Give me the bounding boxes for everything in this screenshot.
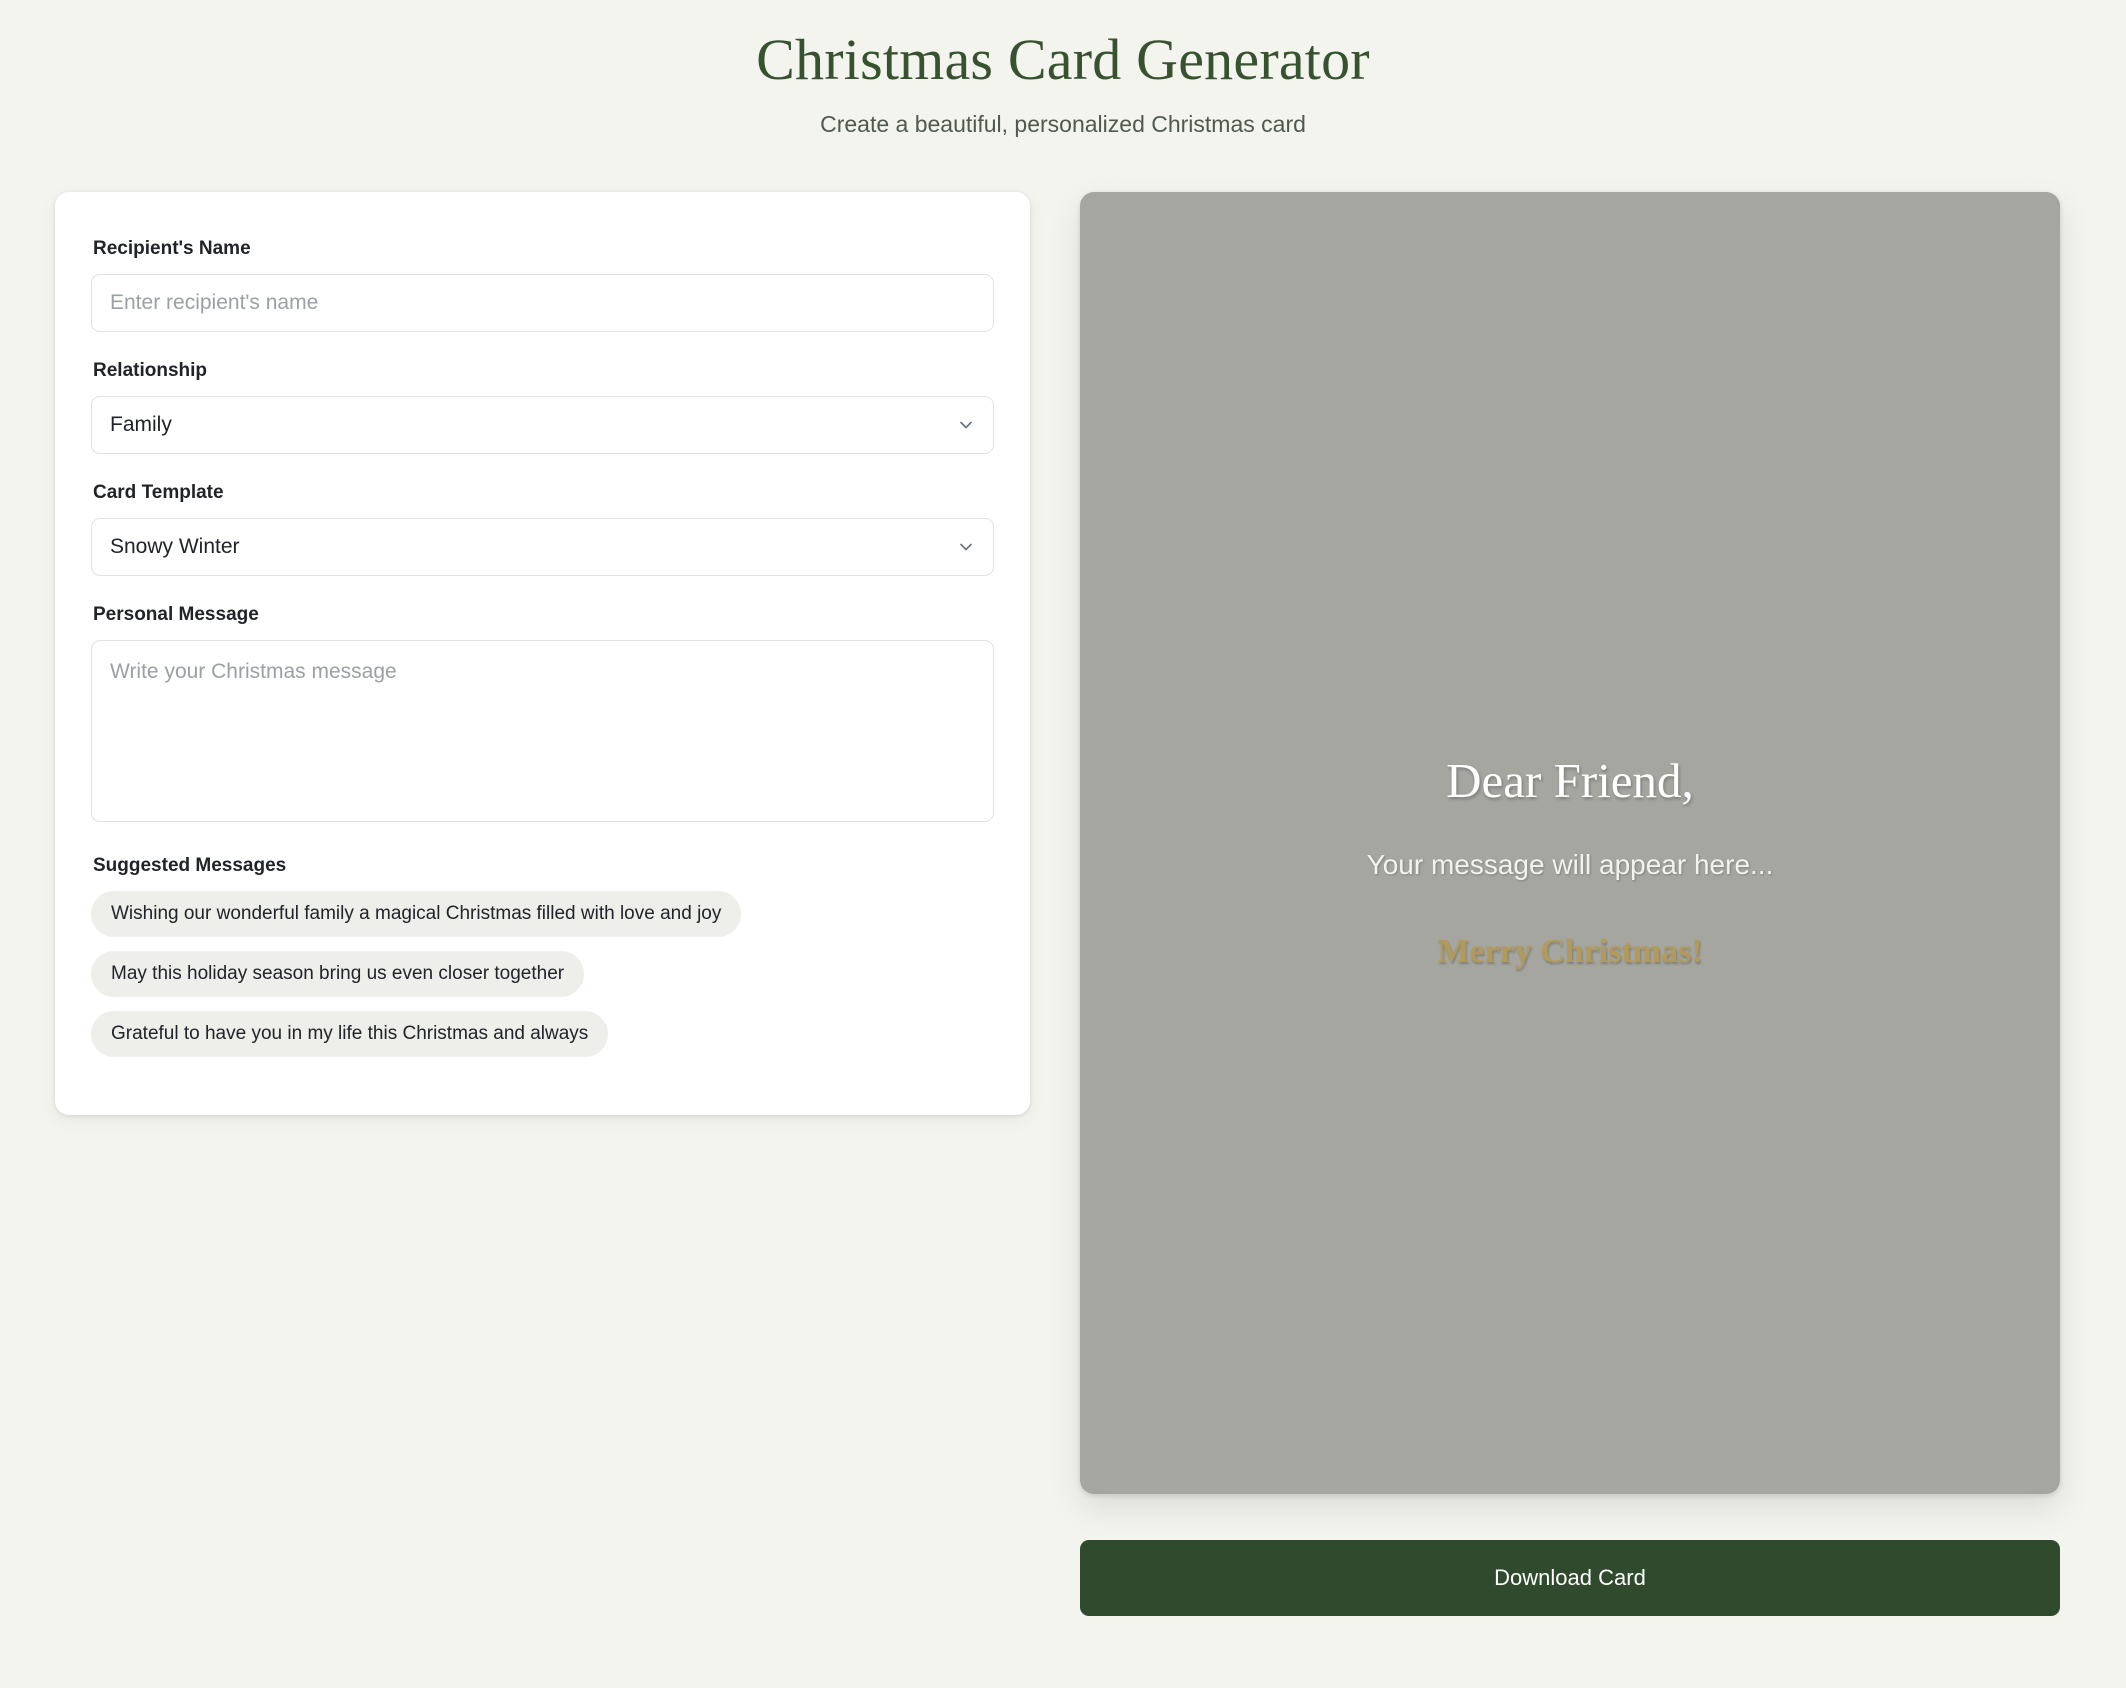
suggested-message-row	[91, 1011, 994, 1071]
relationship-select-wrap	[91, 396, 994, 454]
card-preview-content	[1080, 192, 2060, 1494]
main-content	[55, 192, 2071, 1616]
suggested-message-row	[91, 891, 994, 951]
relationship-field	[91, 360, 994, 454]
recipient-name-field	[91, 238, 994, 332]
suggested-message-chip[interactable]: Grateful to have you in my life this Christmas and always	[91, 1011, 608, 1057]
download-card-button[interactable]: Download Card	[1080, 1540, 2060, 1616]
suggested-message-row	[91, 951, 994, 1011]
card-template-select-wrap	[91, 518, 994, 576]
card-template-field	[91, 482, 994, 576]
card-preview-panel	[1080, 192, 2060, 1616]
card-message-text: Your message will appear here...	[1366, 849, 1774, 880]
relationship-select[interactable]	[91, 396, 994, 454]
relationship-selected-value: Family	[110, 413, 172, 436]
page-header	[0, 0, 2126, 138]
recipient-name-input[interactable]	[91, 274, 994, 332]
suggested-messages-section	[91, 855, 994, 1071]
card-template-label: Card Template	[93, 482, 224, 503]
personal-message-textarea[interactable]	[91, 640, 994, 822]
relationship-label: Relationship	[93, 360, 208, 381]
page-title: Christmas Card Generator	[756, 27, 1370, 92]
recipient-name-label: Recipient's Name	[93, 238, 251, 259]
card-closing-text: Merry Christmas!	[1437, 933, 1703, 970]
suggested-message-chip[interactable]: Wishing our wonderful family a magical Christmas filled with love and joy	[91, 891, 741, 937]
card-form-panel	[55, 192, 1030, 1115]
suggested-message-chip[interactable]: May this holiday season bring us even closer together	[91, 951, 584, 997]
personal-message-field	[91, 604, 994, 827]
suggested-messages-label: Suggested Messages	[93, 855, 287, 876]
card-template-select[interactable]	[91, 518, 994, 576]
card-template-selected-value: Snowy Winter	[110, 535, 240, 558]
card-preview	[1080, 192, 2060, 1494]
personal-message-label: Personal Message	[93, 604, 259, 625]
page-subtitle: Create a beautiful, personalized Christmas card	[820, 111, 1306, 137]
card-greeting-text: Dear Friend,	[1446, 753, 1694, 808]
